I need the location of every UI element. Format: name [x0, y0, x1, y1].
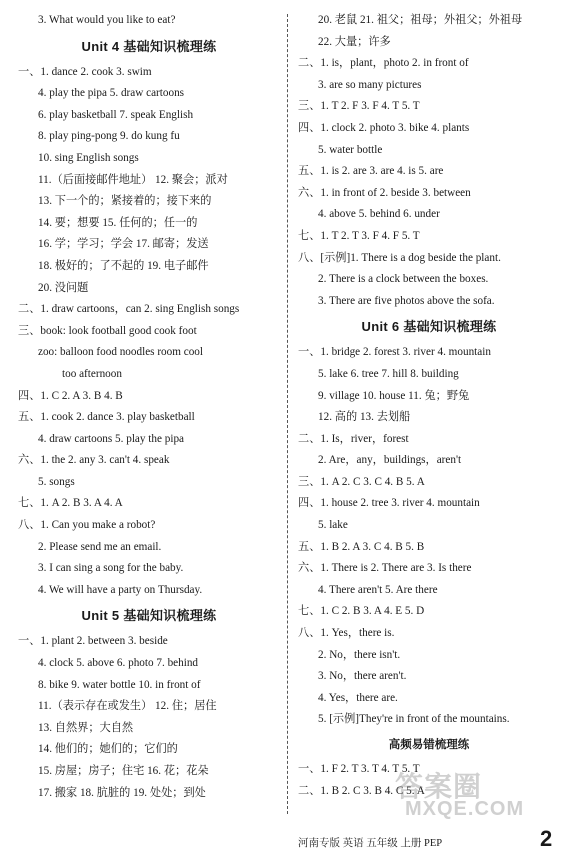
answer-line: 七、1. T 2. T 3. F 4. F 5. T	[298, 229, 420, 242]
watermark-logo: 答案圈	[395, 771, 483, 802]
answer-line: 5. lake	[318, 519, 348, 532]
answer-line: zoo: balloon food noodles room cool	[38, 346, 203, 359]
answer-line: 二、1. draw cartoons，can 2. sing English songs	[18, 303, 240, 316]
answer-line: 一、1. dance 2. cook 3. swim	[18, 65, 152, 78]
answer-line: 16. 学；学习；学会 17. 邮寄；发送	[38, 238, 209, 251]
answer-line: 二、1. Is，river，forest	[298, 432, 409, 445]
answer-line: 三、1. T 2. F 3. F 4. T 5. T	[298, 100, 420, 113]
answer-line: 14. 他们的；她们的；它们的	[38, 743, 178, 756]
answer-line: 18. 极好的；了不起的 19. 电子邮件	[38, 259, 209, 272]
answer-line: 3. I can sing a song for the baby.	[38, 562, 184, 575]
answer-line: 13. 下一个的；紧接着的；接下来的	[38, 195, 212, 208]
answer-line: 10. sing English songs	[38, 151, 139, 164]
answer-line: 3. There are five photos above the sofa.	[318, 294, 495, 307]
answer-line: 3. What would you like to eat?	[38, 14, 176, 26]
answer-line: 六、1. the 2. any 3. can't 4. speak	[18, 454, 170, 467]
answer-line: 11.（后面接邮件地址） 12. 聚会；派对	[38, 173, 228, 186]
answer-line: 八、1. Can you make a robot?	[18, 519, 156, 532]
answer-line: 2. Please send me an email.	[38, 540, 162, 553]
answer-line: 11.（表示存在或发生） 12. 住；居住	[38, 700, 217, 713]
answer-line: 13. 自然界；大自然	[38, 721, 134, 734]
answer-line: 三、1. A 2. C 3. C 4. B 5. A	[298, 475, 425, 488]
answer-line: 4. Yes，there are.	[318, 691, 398, 704]
answer-line: 15. 房屋；房子；住宅 16. 花；花朵	[38, 765, 209, 777]
answer-line: 5. [示例]They're in front of the mountains.	[318, 713, 510, 726]
answer-line: 七、1. A 2. B 3. A 4. A	[18, 497, 123, 510]
answer-line: 4. draw cartoons 5. play the pipa	[38, 432, 185, 445]
answer-line: 八、[示例]1. There is a dog beside the plant.	[298, 251, 501, 264]
right-column	[298, 10, 560, 802]
answer-line: 一、1. plant 2. between 3. beside	[18, 635, 168, 648]
answer-line: 5. songs	[38, 475, 75, 488]
page-footer: 河南专版 英语 五年级 上册 PEP	[298, 838, 443, 849]
section-heading: 高频易错梳理练	[388, 739, 470, 751]
answer-line: 六、1. There is 2. There are 3. Is there	[298, 562, 472, 575]
answer-line: 8. bike 9. water bottle 10. in front of	[38, 678, 201, 691]
answer-line: 五、1. cook 2. dance 3. play basketball	[18, 411, 195, 424]
answer-line: 17. 搬家 18. 肮脏的 19. 处处；到处	[38, 786, 206, 799]
answer-line: 四、1. clock 2. photo 3. bike 4. plants	[298, 121, 470, 134]
answer-line: 5. lake 6. tree 7. hill 8. building	[318, 367, 459, 380]
answer-line: 八、1. Yes，there is.	[298, 627, 395, 640]
answer-line: 五、1. is 2. are 3. are 4. is 5. are	[298, 165, 444, 178]
answer-line: 2. There is a clock between the boxes.	[318, 273, 489, 286]
answer-line: 9. village 10. house 11. 兔；野兔	[318, 389, 470, 402]
answer-line: 5. water bottle	[318, 143, 383, 156]
answer-line: 四、1. C 2. A 3. B 4. B	[18, 389, 123, 402]
answer-line: 3. No，there aren't.	[318, 670, 407, 683]
answer-line: 4. above 5. behind 6. under	[318, 208, 440, 221]
answer-line: 2. Are，any，buildings，aren't	[318, 454, 462, 467]
unit-heading: Unit 4 基础知识梳理练	[81, 38, 217, 54]
answer-line: 2. No，there isn't.	[318, 648, 401, 661]
answer-line: 4. play the pipa 5. draw cartoons	[38, 87, 185, 100]
answer-line: 20. 没问题	[38, 281, 89, 294]
answer-line: 四、1. house 2. tree 3. river 4. mountain	[298, 497, 480, 510]
answer-line: 22. 大量；许多	[318, 35, 391, 48]
answer-line: 一、1. bridge 2. forest 3. river 4. mountain	[298, 346, 491, 359]
unit-heading: Unit 6 基础知识梳理练	[361, 319, 497, 335]
answer-line: 4. clock 5. above 6. photo 7. behind	[38, 657, 199, 670]
answer-line: 七、1. C 2. B 3. A 4. E 5. D	[298, 605, 425, 618]
answer-line: 20. 老鼠 21. 祖父；祖母；外祖父；外祖母	[318, 14, 523, 26]
unit-heading: Unit 5 基础知识梳理练	[81, 608, 217, 624]
answer-line: 一、1. F 2. T 3. T 4. T 5. T	[298, 763, 420, 775]
answer-line: 12. 高的 13. 去划船	[318, 411, 411, 424]
answer-line: 五、1. B 2. A 3. C 4. B 5. B	[298, 540, 425, 553]
answer-line: 三、book: look football good cook foot	[18, 324, 197, 337]
column-divider	[287, 14, 288, 814]
answer-line: 二、1. is，plant，photo 2. in front of	[298, 57, 469, 70]
answer-line: too afternoon	[62, 367, 122, 380]
answer-line: 六、1. in front of 2. beside 3. between	[298, 186, 471, 199]
watermark-url: MXQE.COM	[405, 798, 525, 820]
page-number: 2	[540, 826, 553, 851]
left-column	[18, 10, 280, 804]
answer-line: 14. 要；想要 15. 任何的；任一的	[38, 216, 198, 229]
answer-line: 二、1. B 2. C 3. B 4. C 5. A	[298, 784, 425, 797]
answer-line: 8. play ping-pong 9. do kung fu	[38, 130, 180, 143]
answer-line: 6. play basketball 7. speak English	[38, 108, 194, 121]
answer-line: 3. are so many pictures	[318, 78, 422, 91]
answer-line: 4. There aren't 5. Are there	[318, 583, 438, 596]
answer-line: 4. We will have a party on Thursday.	[38, 583, 203, 596]
